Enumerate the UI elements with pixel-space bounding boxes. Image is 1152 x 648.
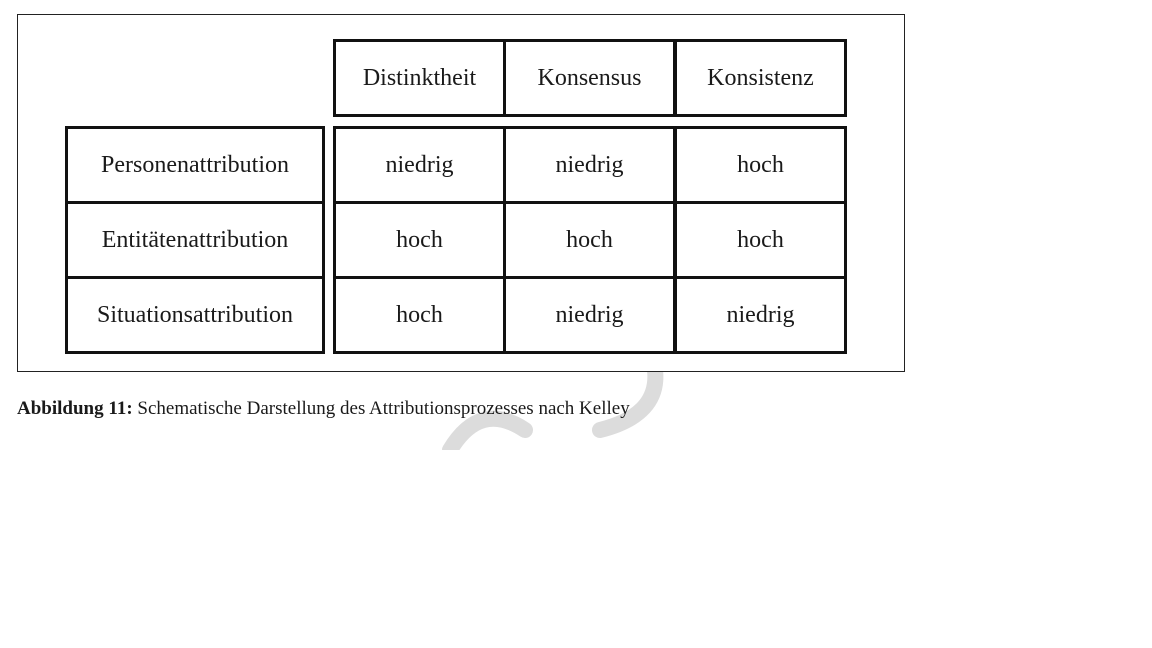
table-cell: hoch [503, 201, 676, 279]
table-cell: hoch [333, 276, 506, 354]
table-cell: niedrig [503, 126, 676, 204]
table-cell: hoch [674, 201, 847, 279]
column-header-konsistenz: Konsistenz [674, 39, 847, 117]
row-header-entitaetenattribution: Entitätenattribution [65, 201, 325, 279]
row-header-personenattribution: Personenattribution [65, 126, 325, 204]
figure-caption [17, 398, 630, 420]
table-cell: hoch [674, 126, 847, 204]
caption-label: Abbildung 11: [17, 398, 133, 419]
caption-text: Schematische Darstellung des Attributionsprozesses nach Kelley [132, 398, 630, 419]
table-cell: niedrig [333, 126, 506, 204]
table-cell: niedrig [503, 276, 676, 354]
table-cell: hoch [333, 201, 506, 279]
column-header-konsensus: Konsensus [503, 39, 676, 117]
row-header-situationsattribution: Situationsattribution [65, 276, 325, 354]
column-header-distinktheit: Distinktheit [333, 39, 506, 117]
figure-frame [17, 14, 905, 372]
table-cell: niedrig [674, 276, 847, 354]
